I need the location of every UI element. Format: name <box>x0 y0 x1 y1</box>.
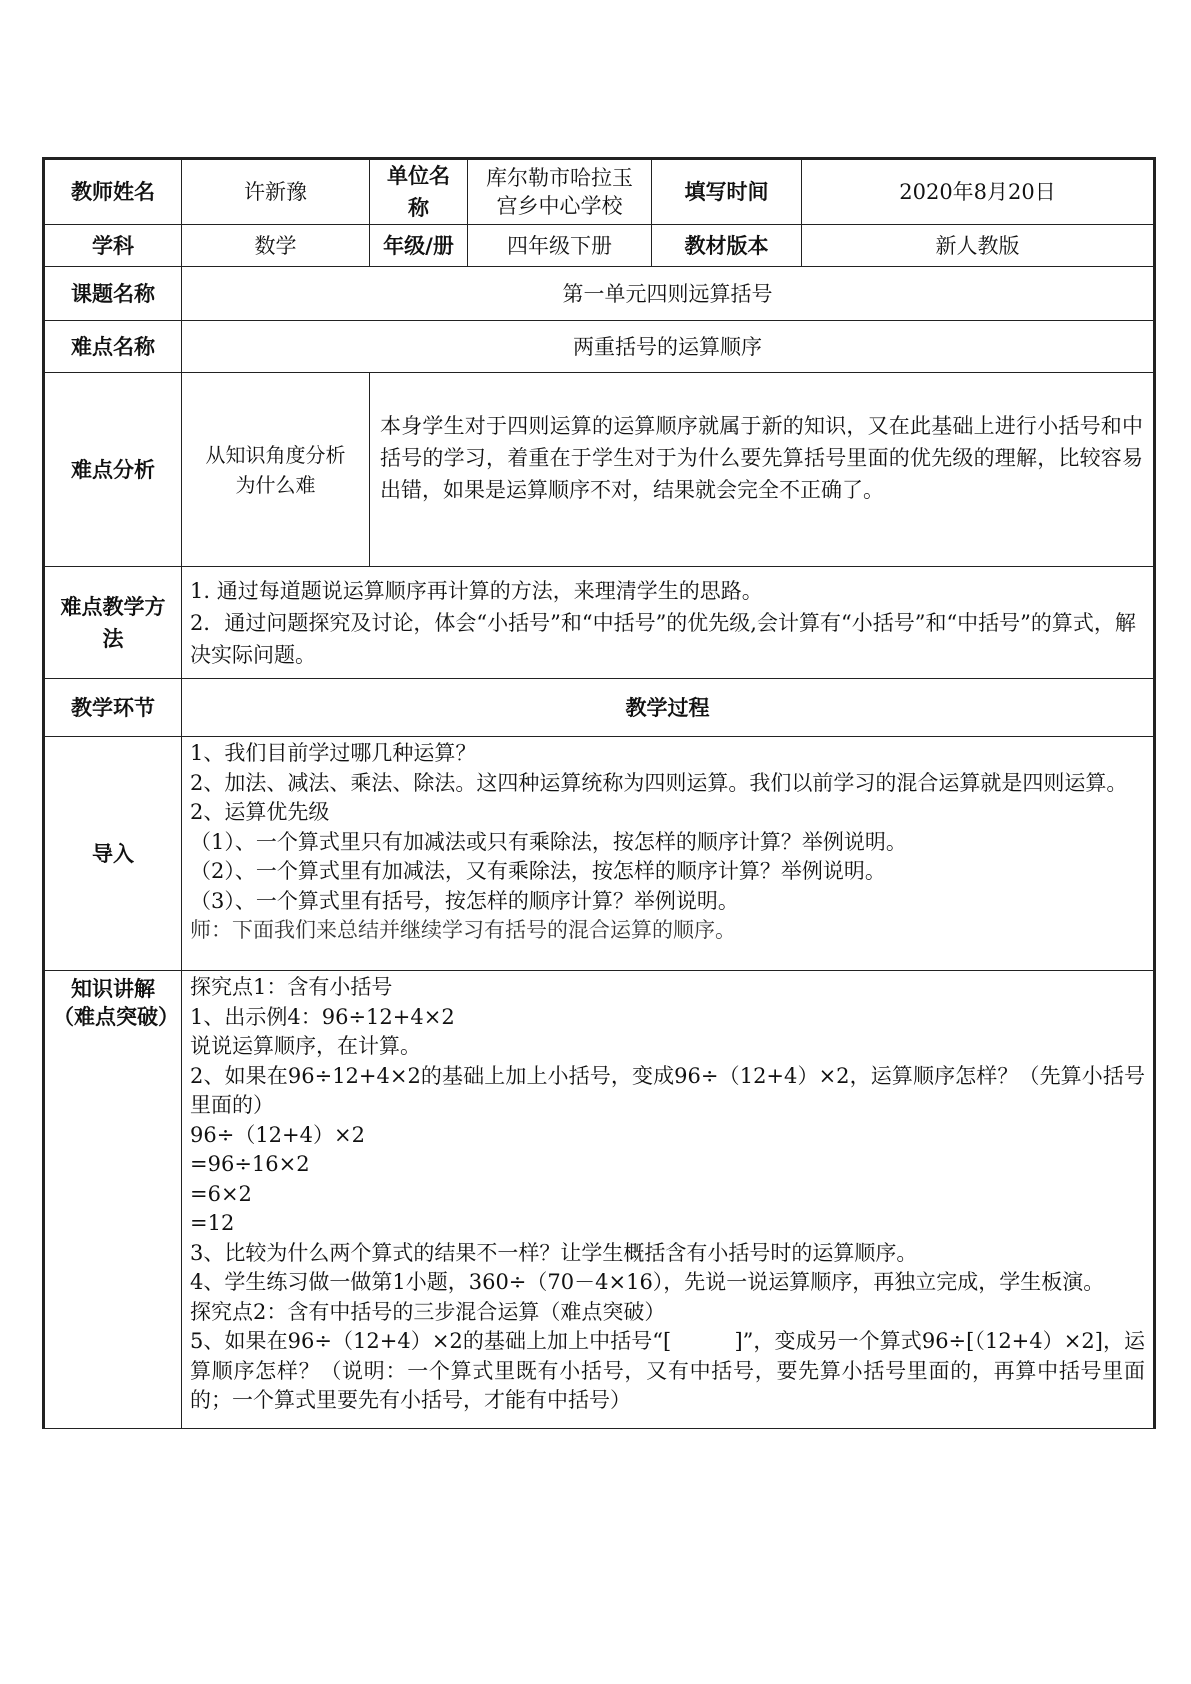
knowledge-line: =6×2 <box>190 1181 252 1206</box>
intro-label: 导入 <box>44 737 182 971</box>
knowledge-label-line1: 知识讲解 <box>71 977 155 1001</box>
subject-label: 学科 <box>44 225 182 267</box>
intro-line: 2、加法、减法、乘法、除法。这四种运算统称为四则运算。我们以前学习的混合运算就是四则运算。 <box>190 770 1128 795</box>
method-label: 难点教学方法 <box>44 567 182 679</box>
lesson-plan-table <box>42 157 1156 1429</box>
analysis-sub-label: 从知识角度分析为什么难 <box>182 373 370 567</box>
intro-row <box>44 737 1155 971</box>
knowledge-label <box>44 971 182 1429</box>
intro-line: （2）、一个算式里有加减法，又有乘除法，按怎样的顺序计算？举例说明。 <box>190 859 886 883</box>
grade-value: 四年级下册 <box>468 225 652 267</box>
process-header-row <box>44 679 1155 737</box>
analysis-text: 本身学生对于四则运算的运算顺序就属于新的知识，又在此基础上进行小括号和中括号的学习，着重在于学生对于为什么要先算括号里面的优先级的理解，比较容易出错，如果是运算顺序不对，结果就会完全不正确了。 <box>370 373 1155 567</box>
difficulty-value: 两重括号的运算顺序 <box>182 321 1155 373</box>
date-value: 2020年8月20日 <box>802 159 1155 225</box>
knowledge-line: 1、出示例4：96÷12+4×2 <box>190 1004 455 1029</box>
intro-line: 2、运算优先级 <box>190 800 330 824</box>
difficulty-row <box>44 321 1155 373</box>
header-row-2 <box>44 225 1155 267</box>
teacher-label: 教师姓名 <box>44 159 182 225</box>
intro-line: 师：下面我们来总结并继续学习有括号的混合运算的顺序。 <box>190 918 736 942</box>
process-title: 教学过程 <box>182 679 1155 737</box>
topic-label: 课题名称 <box>44 267 182 321</box>
edition-value: 新人教版 <box>802 225 1155 267</box>
method-content <box>182 567 1155 679</box>
knowledge-line: 96÷（12+4）×2 <box>190 1122 365 1147</box>
knowledge-line: 探究点2：含有中括号的三步混合运算（难点突破） <box>190 1299 666 1324</box>
topic-row <box>44 267 1155 321</box>
difficulty-label: 难点名称 <box>44 321 182 373</box>
intro-content <box>182 737 1155 971</box>
method-row <box>44 567 1155 679</box>
subject-value: 数学 <box>182 225 370 267</box>
analysis-label: 难点分析 <box>44 373 182 567</box>
knowledge-line: 探究点1：含有小括号 <box>190 975 393 999</box>
process-label: 教学环节 <box>44 679 182 737</box>
method-line: 2．通过问题探究及讨论，体会“小括号”和“中括号”的优先级,会计算有“小括号”和“中括号”的算式，解决实际问题。 <box>190 610 1136 667</box>
knowledge-line: 5、如果在96÷（12+4）×2的基础上加上中括号“[ ]”，变成另一个算式96÷[（12+4）×2]，运算顺序怎样？（说明：一个算式里既有小括号，又有中括号，要先算小括号里面的，再算中括号里面的；一个算式里要先有小括号，才能有中括号） <box>190 1329 1145 1412</box>
header-row-1 <box>44 159 1155 225</box>
unit-value: 库尔勒市哈拉玉宫乡中心学校 <box>468 159 652 225</box>
edition-label: 教材版本 <box>652 225 802 267</box>
teacher-value: 许新豫 <box>182 159 370 225</box>
intro-line: （1）、一个算式里只有加减法或只有乘除法，按怎样的顺序计算？举例说明。 <box>190 829 907 854</box>
analysis-row <box>44 373 1155 567</box>
grade-label: 年级/册 <box>370 225 468 267</box>
knowledge-line: =96÷16×2 <box>190 1152 310 1176</box>
topic-value: 第一单元四则远算括号 <box>182 267 1155 321</box>
knowledge-line: =12 <box>190 1211 235 1235</box>
intro-line: 1、我们目前学过哪几种运算？ <box>190 741 477 765</box>
knowledge-line: 说说运算顺序，在计算。 <box>190 1034 421 1058</box>
knowledge-line: 4、学生练习做一做第1小题，360÷（70－4×16），先说一说运算顺序，再独立完成，学生板演。 <box>190 1270 1105 1294</box>
knowledge-row <box>44 971 1155 1429</box>
knowledge-line: 2、如果在96÷12+4×2的基础上加上小括号，变成96÷（12+4）×2，运算顺序怎样？（先算小括号里面的） <box>190 1063 1145 1117</box>
date-label: 填写时间 <box>652 159 802 225</box>
unit-label: 单位名称 <box>370 159 468 225</box>
knowledge-line: 3、比较为什么两个算式的结果不一样？让学生概括含有小括号时的运算顺序。 <box>190 1240 918 1265</box>
method-line: 1. 通过每道题说运算顺序再计算的方法，来理清学生的思路。 <box>190 578 763 603</box>
intro-line: （3）、一个算式里有括号，按怎样的顺序计算？举例说明。 <box>190 888 739 913</box>
knowledge-content <box>182 971 1155 1429</box>
knowledge-label-line2: （难点突破） <box>53 1005 179 1029</box>
